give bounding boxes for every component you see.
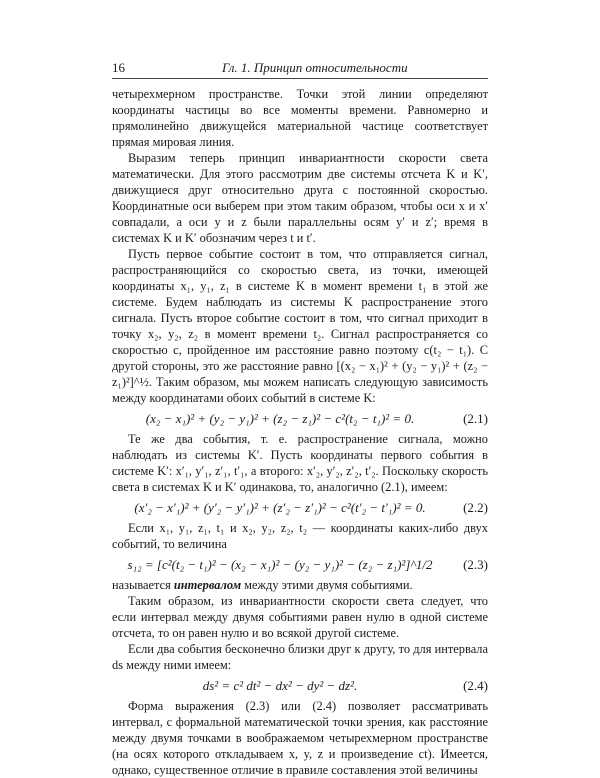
equation-2-2-number: (2.2)	[463, 500, 488, 515]
paragraph-signal-events: Пусть первое событие состоит в том, что отправляется сигнал, распространяющийся со скоростью света, из точки, имеющей координаты x₁, y₁, z₁ в системе K в момент времени t₁ в этой же системе. Будем наблюдать из системы K распространение этого сигнала. Пусть второе событие состоит в том, что сигнал приходит в точку x₂, y₂, z₂ в момент времени t₂. Сигнал распространяется со скоростью c, пройденное им расстояние равно поэтому c(t₂ − t₁). С другой стороны, это же расстояние равно [(x₂ − x₁)² + (y₂ − y₁)² + (z₂ − z₁)²]^½. Таким образом, мы можем написать следующую зависимость между координатами обоих событий в системе K:	[112, 247, 488, 405]
interval-lead-text: называется	[112, 578, 174, 592]
paragraph-worldline: четырехмерном пространстве. Точки этой линии определяют координаты частицы во все моменты времени. Равномерно и прямолинейно движущейся материальной частице соответствует прямая мировая линия.	[112, 87, 488, 149]
equation-2-1-formula: (x₂ − x₁)² + (y₂ − y₁)² + (z₂ − z₁)² − c²(t₂ − t₁)² = 0.	[145, 411, 415, 426]
equation-2-2-formula: (x′₂ − x′₁)² + (y′₂ − y′₁)² + (z′₂ − z′₁)² − c²(t′₂ − t′₁)² = 0.	[134, 500, 426, 515]
equation-2-3-number: (2.3)	[463, 557, 488, 572]
equation-2-3-formula: s₁₂ = [c²(t₂ − t₁)² − (x₂ − x₁)² − (y₂ − y₁)² − (z₂ − z₁)²]^1/2	[127, 557, 433, 572]
paragraph-primed-frame: Те же два события, т. е. распространение сигнала, можно наблюдать из системы K′. Пусть координаты первого события в системе K′: x′₁, y′₁, z′₁, t′₁, а второго: x′₂, y′₂, z′₂, t′₂. Поскольку скорость света в системах K и K′ одинакова, то, аналогично (2.1), имеем:	[112, 432, 488, 494]
main-text	[112, 86, 488, 778]
interval-trail-text: между этими двумя событиями.	[241, 578, 413, 592]
paragraph-invariance-conclusion: Таким образом, из инвариантности скорости света следует, что если интервал между двумя событиями равен нулю в одной системе отсчета, то он равен нулю и во всякой другой системе.	[112, 594, 488, 640]
interval-term: интервалом	[173, 578, 242, 592]
running-title: Гл. 1. Принцип относительности	[222, 60, 408, 75]
equation-2-4	[112, 673, 488, 698]
running-header	[112, 60, 488, 79]
paragraph-two-events: Если x₁, y₁, z₁, t₁ и x₂, y₂, z₂, t₂ — координаты каких-либо двух событий, то величина	[112, 521, 488, 551]
page-number: 16	[112, 60, 125, 75]
equation-2-2	[112, 495, 488, 520]
equation-2-4-number: (2.4)	[463, 678, 488, 693]
equation-2-1-number: (2.1)	[463, 411, 488, 426]
paragraph-infinitesimal-events: Если два события бесконечно близки друг к другу, то для интервала ds между ними имеем:	[112, 642, 488, 672]
equation-2-3	[112, 552, 488, 577]
paragraph-four-dimensional-distance: Форма выражения (2.3) или (2.4) позволяет рассматривать интервал, с формальной математической точки зрения, как расстояние между двумя точками в воображаемом четырехмерном пространстве (на осях которого откладываем x, y, z и произведение ct). Имеется, однако, существенное отличие в правиле составления этой величины	[112, 699, 488, 777]
equation-2-4-formula: ds² = c² dt² − dx² − dy² − dz².	[202, 678, 358, 693]
paragraph-reference-frames: Выразим теперь принцип инвариантности скорости света математически. Для этого рассмотрим две системы отсчета K и K′, движущиеся друг относительно друга с постоянной скоростью. Координатные оси выберем при этом таким образом, чтобы оси x и x′ совпадали, а оси y и z были параллельны осям y′ и z′; время в системах K и K′ обозначим через t и t′.	[112, 151, 488, 245]
paragraph-interval-definition	[112, 577, 488, 593]
equation-2-1	[112, 406, 488, 431]
